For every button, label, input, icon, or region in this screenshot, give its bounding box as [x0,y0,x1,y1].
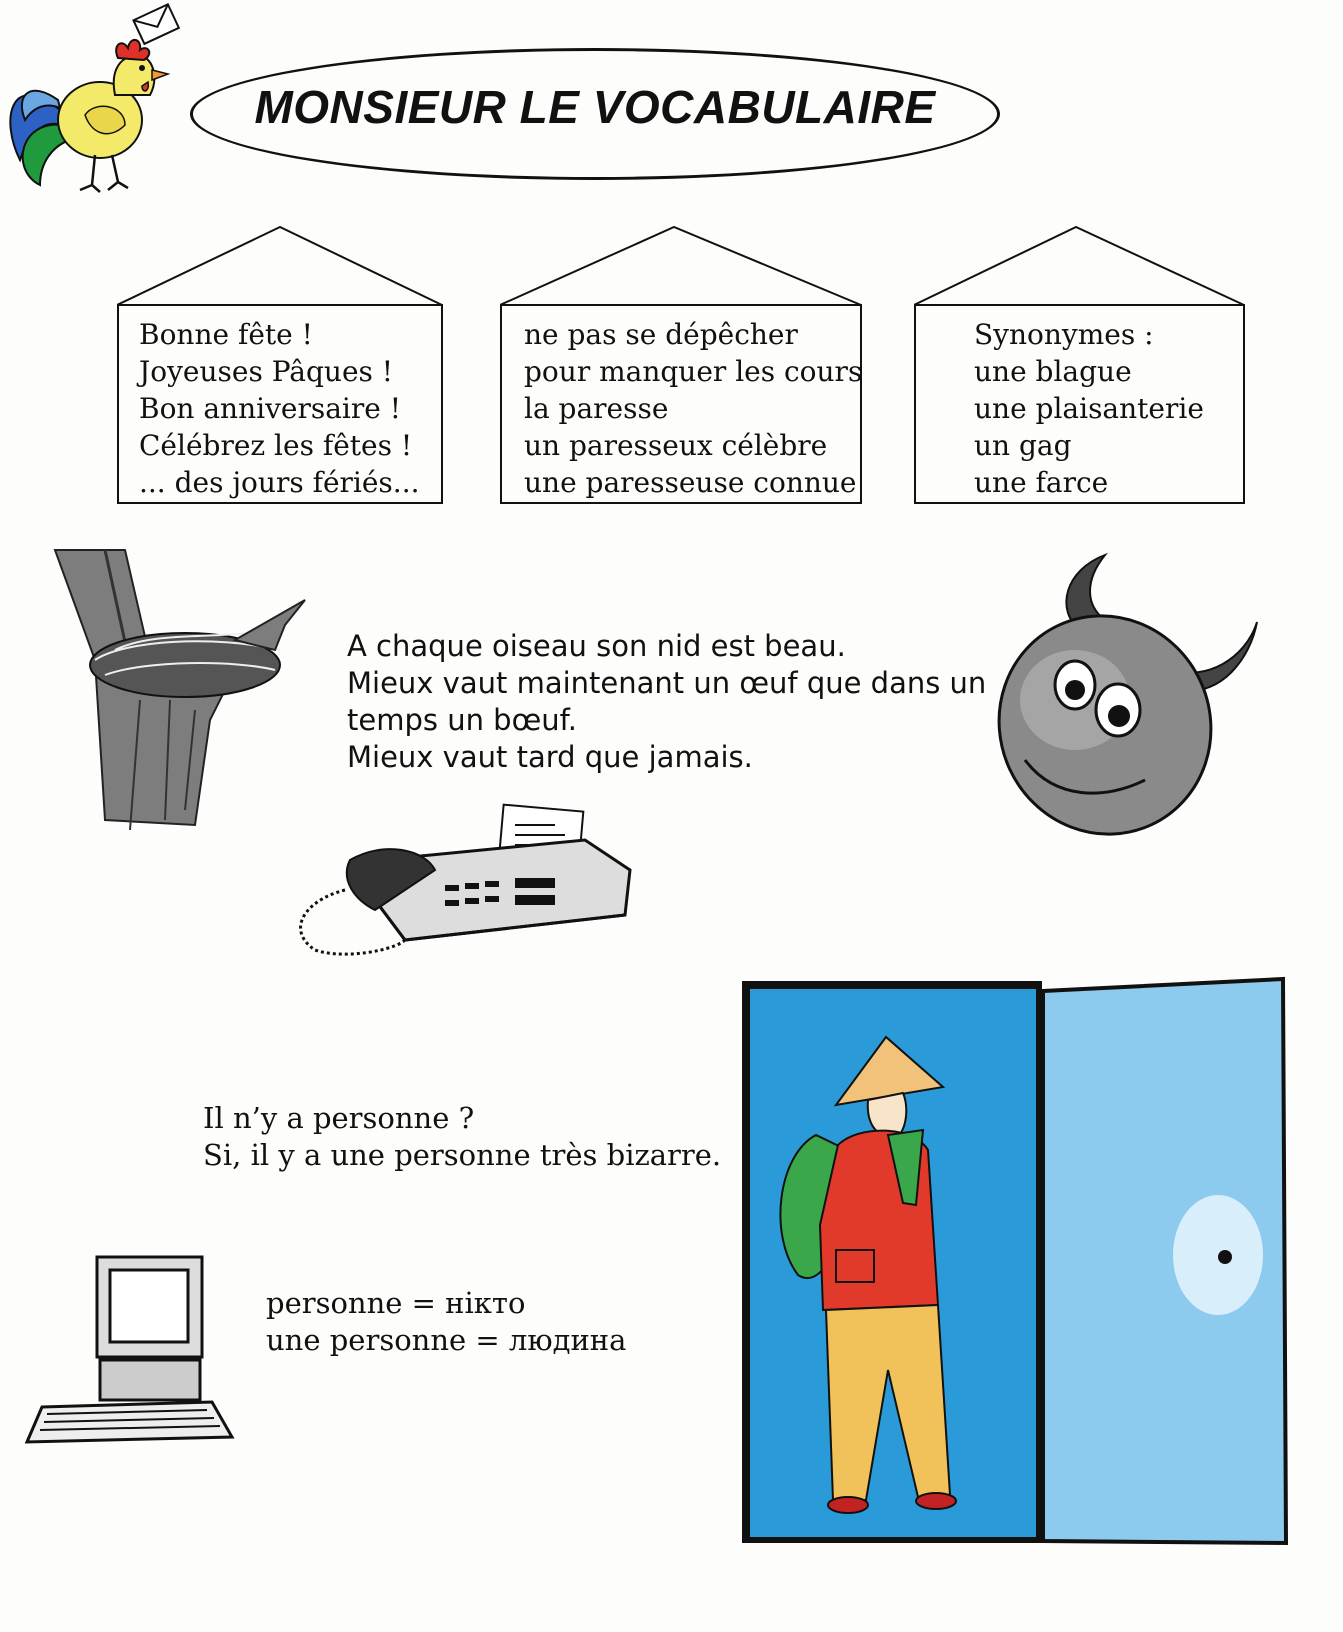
house-roof [117,226,443,308]
vocab-line: ne pas se dépêcher [524,318,798,351]
proverb-line: temps un bœuf. [347,703,577,737]
vocab-line: un gag [974,429,1072,462]
vocab-line: Bon anniversaire ! [139,392,401,425]
page-title: MONSIEUR LE VOCABULAIRE [254,81,936,133]
house-box [117,304,443,504]
bird-nest-illustration [35,530,310,830]
vocab-line: pour manquer les cours [524,355,863,388]
proverb-line: Mieux vaut maintenant un œuf que dans un [347,666,987,700]
vocab-house-holidays [117,226,443,504]
rooster-illustration [0,0,190,195]
house-box [500,304,862,504]
computer-illustration [22,1252,237,1452]
definition-line: une personne = людина [266,1323,627,1357]
vocab-line: Joyeuses Pâques ! [139,355,394,388]
vocab-line: Synonymes : [974,318,1154,351]
vocab-line: une plaisanterie [974,392,1204,425]
house-roof [914,226,1245,308]
vocab-line: une farce [974,466,1109,499]
vocab-line: Célébrez les fêtes ! [139,429,413,462]
vocab-line: ... des jours fériés... [139,466,420,499]
vocab-line: Bonne fête ! [139,318,313,351]
vocab-house-synonyms [914,226,1245,504]
fax-machine-illustration [285,800,635,960]
vocab-line: une blague [974,355,1132,388]
vocab-line: la paresse [524,392,669,425]
vocab-line: un paresseux célèbre [524,429,828,462]
house-roof [500,226,862,308]
person-in-doorway-illustration [738,975,1288,1550]
bull-head-illustration [995,550,1265,840]
proverb-line: A chaque oiseau son nid est beau. [347,629,846,663]
vocab-line: une paresseuse connue [524,466,857,499]
dialogue-line: Si, il y a une personne très bizarre. [203,1138,722,1172]
dialogue-line: Il n’y a personne ? [203,1101,475,1135]
house-box [914,304,1245,504]
proverbs-block [347,628,986,776]
definitions-block [266,1285,626,1359]
vocab-house-laziness [500,226,862,504]
proverb-line: Mieux vaut tard que jamais. [347,740,753,774]
definition-line: personne = нікто [266,1286,526,1320]
dialogue-block [203,1100,721,1174]
